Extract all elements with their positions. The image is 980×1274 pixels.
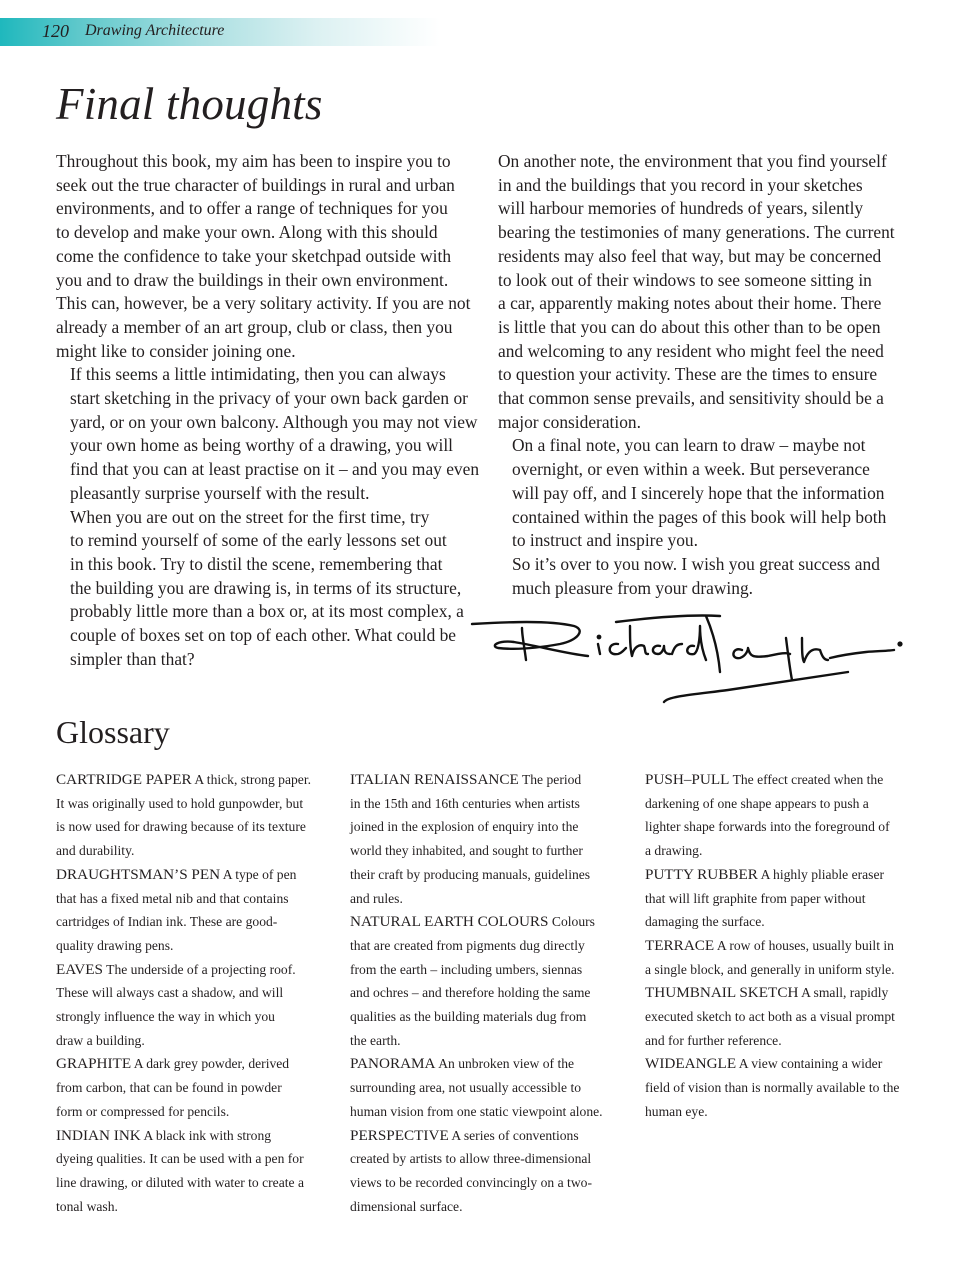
glossary-definition: A type of pen [222,866,297,882]
signature [468,610,908,710]
glossary-line [56,1005,346,1029]
glossary-line [645,1076,935,1100]
glossary-term: NATURAL EARTH COLOURS [350,913,549,931]
glossary-line [56,792,346,816]
text-line: seek out the true character of buildings in rural and urban [56,174,455,195]
glossary-line [350,934,640,958]
glossary-entry [350,910,640,1052]
glossary-column-1 [56,768,346,1218]
glossary-line [56,1100,346,1124]
glossary-line [645,815,935,839]
glossary-line [350,792,640,816]
text-line: might like to consider joining one. [56,340,296,361]
glossary-entry [645,863,935,934]
glossary-term: WIDEANGLE [645,1055,737,1073]
signature-icon [468,610,908,710]
glossary-definition: joined in the explosion of enquiry into the [350,819,579,835]
article-column-left [56,150,480,671]
glossary-line [350,863,640,887]
glossary-term: EAVES [56,960,103,978]
text-line: to develop and make your own. Along with this should [56,222,438,243]
glossary-line [56,1195,346,1219]
glossary-line [350,887,640,911]
glossary-line [350,1029,640,1053]
glossary-line [56,1124,346,1148]
text-line: This can, however, be a very solitary activity. If you are not [56,293,471,314]
glossary-definition: field of vision than is normally available to the [645,1080,900,1096]
text-line: Throughout this book, my aim has been to inspire you to [56,151,451,171]
glossary-line [350,1005,640,1029]
glossary-entry [350,1052,640,1123]
glossary-definition: and durability. [56,843,135,859]
text-line: start sketching in the privacy of your own back garden or [70,388,468,409]
glossary-definition: that are created from pigments dug directly [350,937,585,953]
glossary-line [645,887,935,911]
text-line: couple of boxes set on top of each other. What could be [70,625,457,646]
glossary-definition: strongly influence the way in which you [56,1009,275,1025]
glossary-line [350,1124,640,1148]
glossary-definition: A small, rapidly [801,985,889,1001]
article-paragraph [498,434,923,553]
glossary-entry [645,981,935,1052]
glossary-line [645,1029,935,1053]
text-line: to look out of their windows to see someone sitting in [498,269,872,290]
glossary-line [56,1029,346,1053]
glossary-definition: form or compressed for pencils. [56,1103,230,1119]
glossary-term: THUMBNAIL SKETCH [645,984,799,1002]
glossary-entry [56,958,346,1053]
text-line: will harbour memories of hundreds of years, silently [498,198,864,219]
glossary-definition: human eye. [645,1103,708,1119]
article-paragraph [56,363,480,505]
text-line: and welcoming to any resident who might feel the need [498,340,884,361]
glossary-definition: draw a building. [56,1032,145,1048]
glossary-entry [645,1052,935,1123]
glossary-line [645,981,935,1005]
text-line: When you are out on the street for the first time, try [70,506,430,527]
glossary-definition: These will always cast a shadow, and will [56,985,284,1001]
page-number: 120 [42,21,69,41]
glossary-line [350,958,640,982]
glossary-definition: human vision from one static viewpoint alone. [350,1103,603,1119]
glossary-line [645,839,935,863]
text-line: a car, apparently making notes about their home. There [498,293,882,314]
glossary-definition: cartridges of Indian ink. These are good- [56,914,278,930]
text-line: find that you can at least practise on it – and you may even [70,459,480,480]
glossary-line [350,910,640,934]
text-line: So it’s over to you now. I wish you great success and [512,553,880,574]
glossary-column-2 [350,768,640,1218]
text-line: come the confidence to take your sketchpad outside with [56,245,452,266]
glossary-line [645,910,935,934]
glossary-definition: A view containing a wider [738,1056,883,1072]
glossary-definition: darkening of one shape appears to push a [645,795,869,811]
glossary-definition: It was originally used to hold gunpowder, but [56,795,304,811]
text-line: On a final note, you can learn to draw – maybe not [512,435,866,456]
glossary-definition: and ochres – and therefore holding the same [350,985,591,1001]
glossary-definition: from carbon, that can be found in powder [56,1080,282,1096]
glossary-definition: that will lift graphite from paper without [645,890,866,906]
text-line: yard, or on your own balcony. Although you may not view [70,411,478,432]
glossary-entry [56,1124,346,1219]
text-line: already a member of an art group, club or class, then you [56,316,453,337]
glossary-line [645,863,935,887]
glossary-entry [56,1052,346,1123]
glossary-term: PUTTY RUBBER [645,865,758,883]
article-paragraph [498,553,923,600]
glossary-term: DRAUGHTSMAN’S PEN [56,865,221,883]
glossary-definition: from the earth – including umbers, siennas [350,961,583,977]
text-line: is little that you can do about this other than to be open [498,316,881,337]
glossary-definition: and for further reference. [645,1032,782,1048]
text-line: If this seems a little intimidating, then you can always [70,364,446,385]
glossary-definition: world they inhabited, and sought to further [350,843,583,859]
text-line: pleasantly surprise yourself with the result. [70,482,370,503]
text-line: probably little more than a box or, at its most complex, a [70,601,464,622]
glossary-entry [645,934,935,981]
glossary-line [645,1005,935,1029]
glossary-definition: a single block, and generally in uniform style. [645,961,895,977]
glossary-line [56,1147,346,1171]
glossary-definition: that has a fixed metal nib and that contains [56,890,289,906]
glossary-line [56,1171,346,1195]
text-line: simpler than that? [70,648,195,669]
article-paragraph [498,150,923,434]
glossary-line [645,934,935,958]
glossary-line [56,863,346,887]
glossary-definition: is now used for drawing because of its texture [56,819,306,835]
glossary-definition: line drawing, or diluted with water to create a [56,1174,304,1190]
text-line: residents may also feel that way, but may be concerned [498,245,882,266]
glossary-definition: An unbroken view of the [438,1056,575,1072]
glossary-line [350,981,640,1005]
glossary-definition: tonal wash. [56,1198,118,1214]
glossary-entry [350,768,640,910]
glossary-line [56,1076,346,1100]
book-title: Drawing Architecture [85,22,225,39]
text-line: bearing the testimonies of many generations. The current [498,222,895,243]
page-title: Final thoughts [56,79,323,129]
glossary-line [56,815,346,839]
glossary-term: PERSPECTIVE [350,1126,449,1144]
glossary-definition: The period [521,772,582,787]
text-line: contained within the pages of this book will help both [512,506,887,527]
glossary-definition: lighter shape forwards into the foreground of [645,819,890,835]
glossary-line [645,768,935,792]
glossary-definition: dimensional surface. [350,1198,463,1214]
text-line: that common sense prevails, and sensitivity should be a [498,388,884,409]
glossary-title: Glossary [56,714,170,750]
glossary-definition: executed sketch to act both as a visual prompt [645,1009,895,1025]
glossary-line [56,1052,346,1076]
glossary-line [350,768,640,792]
glossary-definition: A row of houses, usually built in [716,937,894,953]
glossary-line [350,839,640,863]
glossary-definition: the earth. [350,1032,401,1048]
text-line: On another note, the environment that you find yourself [498,151,887,171]
glossary-definition: Colours [551,914,595,930]
glossary-definition: qualities as the building materials dug from [350,1009,587,1025]
glossary-definition: dyeing qualities. It can be used with a pen for [56,1151,304,1167]
article-paragraph [56,150,480,363]
text-line: in this book. Try to distil the scene, remembering that [70,553,443,574]
glossary-term: PUSH–PULL [645,771,730,788]
glossary-definition: A black ink with strong [143,1127,272,1143]
glossary-term: ITALIAN RENAISSANCE [350,771,519,788]
glossary-line [350,1076,640,1100]
glossary-entry [56,768,346,863]
glossary-line [350,1100,640,1124]
glossary-term: PANORAMA [350,1055,436,1073]
text-line: will pay off, and I sincerely hope that the information [512,482,885,503]
glossary-entry [56,863,346,958]
text-line: to remind yourself of some of the early lessons set out [70,530,447,551]
text-line: much pleasure from your drawing. [512,577,753,598]
glossary-definition: A highly pliable eraser [760,866,885,882]
glossary-definition: in the 15th and 16th centuries when artists [350,795,580,811]
text-line: in and the buildings that you record in your sketches [498,174,863,195]
glossary-definition: surrounding area, not usually accessible to [350,1080,582,1096]
glossary-term: INDIAN INK [56,1126,141,1144]
glossary-line [56,839,346,863]
text-line: to instruct and inspire you. [512,530,698,551]
glossary-definition: A dark grey powder, derived [133,1056,290,1072]
glossary-definition: a drawing. [645,843,703,859]
glossary-definition: created by artists to allow three-dimensional [350,1151,592,1167]
glossary-term: GRAPHITE [56,1055,132,1073]
glossary-definition: A series of conventions [451,1127,579,1143]
glossary-line [56,910,346,934]
glossary-line [56,981,346,1005]
glossary-line [350,815,640,839]
text-line: overnight, or even within a week. But perseverance [512,459,870,480]
glossary-column-3 [645,768,935,1124]
glossary-definition: The underside of a projecting roof. [106,961,296,977]
glossary-term: CARTRIDGE PAPER [56,771,192,788]
glossary-definition: A thick, strong paper. [194,772,311,787]
glossary-line [645,1052,935,1076]
glossary-line [350,1195,640,1219]
glossary-line [350,1147,640,1171]
text-line: major consideration. [498,411,641,432]
running-head [0,18,440,46]
text-line: the building you are drawing is, in terms of its structure, [70,577,462,598]
glossary-line [645,1100,935,1124]
glossary-entry [645,768,935,863]
text-line: your own home as being worthy of a drawing, you will [70,435,454,456]
glossary-term: TERRACE [645,936,715,954]
glossary-definition: views to be recorded convincingly on a two- [350,1174,592,1190]
glossary-line [56,958,346,982]
text-line: you and to draw the buildings in their own environment. [56,269,449,290]
text-line: to question your activity. These are the times to ensure [498,364,878,385]
glossary-definition: damaging the surface. [645,914,765,930]
glossary-line [645,792,935,816]
article-column-right [498,150,923,600]
glossary-line [350,1171,640,1195]
glossary-line [350,1052,640,1076]
glossary-line [56,887,346,911]
glossary-line [56,768,346,792]
article-paragraph [56,506,480,672]
text-line: environments, and to offer a range of techniques for you [56,198,448,219]
glossary-definition: their craft by producing manuals, guidelines [350,866,591,882]
glossary-line [645,958,935,982]
glossary-definition: and rules. [350,890,403,906]
glossary-definition: The effect created when the [732,772,884,787]
glossary-line [56,934,346,958]
glossary-definition: quality drawing pens. [56,937,174,953]
glossary-entry [350,1124,640,1219]
